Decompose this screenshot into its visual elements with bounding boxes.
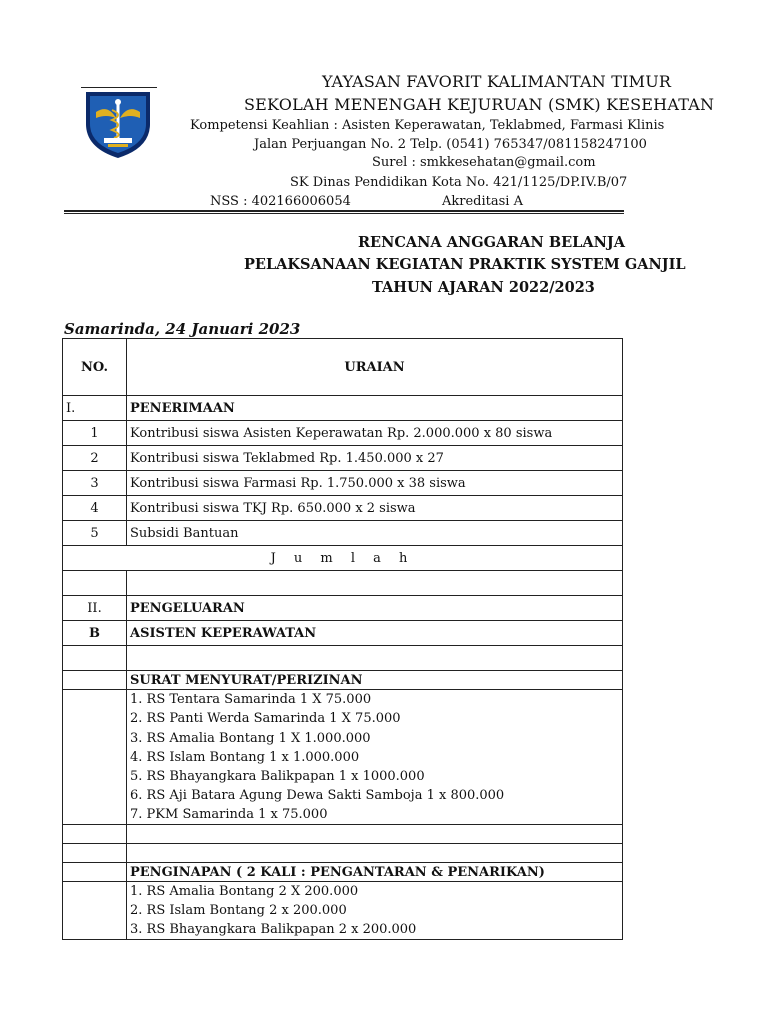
row-number: 1: [63, 421, 127, 446]
header-description: URAIAN: [127, 339, 623, 396]
accreditation-line: Akreditasi A: [442, 194, 523, 209]
table-row: [63, 521, 623, 546]
list-item: [63, 882, 623, 901]
list-item: [63, 709, 623, 729]
email-line: Surel : smkkesehatan@gmail.com: [372, 155, 596, 170]
letter-item: 5. RS Bhayangkara Balikpapan 1 x 1000.000: [127, 767, 623, 786]
row-number: 2: [63, 446, 127, 471]
row-number: 5: [63, 521, 127, 546]
subsection-code: B: [63, 621, 127, 646]
letter-item: 6. RS Aji Batara Agung Dewa Sakti Samboja 1 x 800.000: [127, 786, 623, 806]
table-row: [63, 446, 623, 471]
letter-item: 7. PKM Samarinda 1 x 75.000: [127, 806, 623, 825]
group-title-row: [63, 671, 623, 690]
header-no: NO.: [63, 339, 127, 396]
list-item: [63, 806, 623, 825]
row-description: Subsidi Bantuan: [127, 521, 623, 546]
section-label: PENGELUARAN: [127, 596, 623, 621]
table-row: [63, 421, 623, 446]
table-row: [63, 471, 623, 496]
school-crest-icon: [80, 88, 156, 160]
list-item: [63, 786, 623, 806]
doc-subtitle: PELAKSANAAN KEGIATAN PRAKTIK SYSTEM GANJIL: [244, 256, 686, 273]
section-income-row: [63, 396, 623, 421]
lodging-title: PENGINAPAN ( 2 KALI : PENGANTARAN & PENARIKAN): [127, 863, 623, 882]
lodging-item: 2. RS Islam Bontang 2 x 200.000: [127, 901, 623, 921]
row-number: 4: [63, 496, 127, 521]
lodging-item: 3. RS Bhayangkara Balikpapan 2 x 200.000: [127, 921, 623, 940]
doc-title: RENCANA ANGGARAN BELANJA: [358, 234, 625, 251]
letter-item: 4. RS Islam Bontang 1 x 1.000.000: [127, 748, 623, 767]
list-item: [63, 767, 623, 786]
row-description: Kontribusi siswa Asisten Keperawatan Rp. 2.000.000 x 80 siswa: [127, 421, 623, 446]
row-description: Kontribusi siswa Farmasi Rp. 1.750.000 x 38 siswa: [127, 471, 623, 496]
letter-item: 3. RS Amalia Bontang 1 X 1.000.000: [127, 729, 623, 748]
empty-row: [63, 571, 623, 596]
doc-year: TAHUN AJARAN 2022/2023: [372, 279, 595, 296]
address-line: Jalan Perjuangan No. 2 Telp. (0541) 765347/081158247100: [254, 137, 647, 152]
table-header-row: [63, 339, 623, 396]
row-description: Kontribusi siswa TKJ Rp. 650.000 x 2 siswa: [127, 496, 623, 521]
total-row: [63, 546, 623, 571]
section-label: PENERIMAAN: [127, 396, 623, 421]
sk-line: SK Dinas Pendidikan Kota No. 421/1125/DP.IV.B/07: [290, 175, 628, 190]
list-item: [63, 690, 623, 709]
table-row: [63, 496, 623, 521]
group-title-row: [63, 863, 623, 882]
section-number: II.: [63, 596, 127, 621]
list-item: [63, 901, 623, 921]
total-label: J u m l a h: [63, 546, 623, 571]
section-number: I.: [63, 396, 127, 421]
list-item: [63, 748, 623, 767]
letters-title: SURAT MENYURAT/PERIZINAN: [127, 671, 623, 690]
doc-date: Samarinda, 24 Januari 2023: [64, 320, 301, 338]
empty-row: [63, 825, 623, 844]
header-rule-thin: [64, 213, 624, 214]
empty-row: [63, 646, 623, 671]
row-number: 3: [63, 471, 127, 496]
budget-table: [62, 338, 623, 940]
foundation-name: YAYASAN FAVORIT KALIMANTAN TIMUR: [322, 72, 672, 91]
letter-item: 2. RS Panti Werda Samarinda 1 X 75.000: [127, 709, 623, 729]
competence-line: Kompetensi Keahlian : Asisten Keperawatan, Teklabmed, Farmasi Klinis: [190, 118, 665, 133]
nss-line: NSS : 402166006054: [210, 194, 351, 209]
row-description: Kontribusi siswa Teklabmed Rp. 1.450.000 x 27: [127, 446, 623, 471]
subsection-row: [63, 621, 623, 646]
lodging-item: 1. RS Amalia Bontang 2 X 200.000: [127, 882, 623, 901]
empty-row: [63, 844, 623, 863]
subsection-label: ASISTEN KEPERAWATAN: [127, 621, 623, 646]
header-rule-thick: [64, 210, 624, 212]
list-item: [63, 729, 623, 748]
list-item: [63, 921, 623, 940]
letter-item: 1. RS Tentara Samarinda 1 X 75.000: [127, 690, 623, 709]
school-name: SEKOLAH MENENGAH KEJURUAN (SMK) KESEHATAN: [244, 95, 715, 114]
section-expense-row: [63, 596, 623, 621]
